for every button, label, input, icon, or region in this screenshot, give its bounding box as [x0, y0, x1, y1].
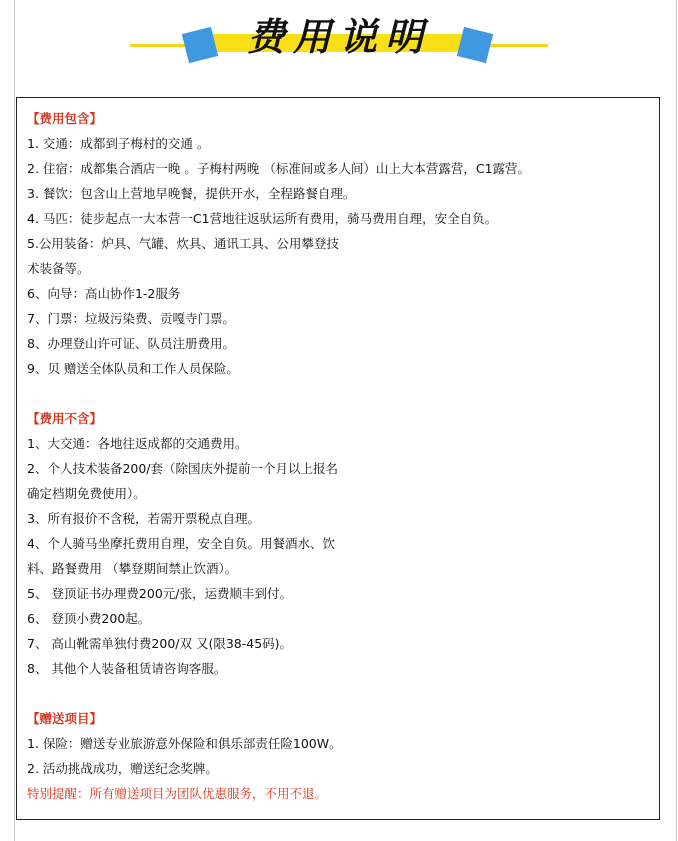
list-item: 3、所有报价不含税，若需开票税点自理。 [27, 511, 260, 526]
list-item: 1. 保险：赠送专业旅游意外保险和俱乐部责任险100W。 [27, 736, 342, 751]
section-heading-gifts: 【赠送项目】 [27, 711, 103, 726]
list-item: 2. 活动挑战成功，赠送纪念奖牌。 [27, 761, 218, 776]
spacer [27, 381, 649, 406]
page-border-right [676, 0, 677, 841]
list-item: 6、 登顶小费200起。 [27, 611, 151, 626]
section-heading-excluded: 【费用不含】 [27, 411, 103, 426]
fee-details-box [16, 97, 660, 820]
list-item: 2、个人技术装备200/套（除国庆外提前一个月以上报名 [27, 461, 339, 476]
page-title: 费用说明 [246, 15, 431, 59]
list-item: 料、路餐费用 （攀登期间禁止饮酒）。 [27, 561, 238, 576]
list-item: 5.公用装备：炉具、气罐、炊具、通讯工具、公用攀登技 [27, 236, 339, 251]
list-item: 9、贝 赠送全体队员和工作人员保险。 [27, 361, 239, 376]
list-item: 4. 马匹：徒步起点一大本营一C1营地往返驮运所有费用，骑马费用自理，安全自负。 [27, 211, 498, 226]
fee-details-content [27, 106, 649, 806]
list-item: 6、向导：高山协作1-2服务 [27, 286, 181, 301]
special-notice: 特别提醒：所有赠送项目为团队优惠服务，不用不退。 [27, 786, 328, 801]
list-item: 8、 其他个人装备租赁请咨询客服。 [27, 661, 227, 676]
spacer [27, 681, 649, 706]
list-item: 3. 餐饮：包含山上营地早晚餐，提供开水，全程路餐自理。 [27, 186, 356, 201]
list-item: 7、门票：垃圾污染费、贡嘎寺门票。 [27, 311, 235, 326]
list-item: 4、个人骑马坐摩托费用自理，安全自负。用餐酒水、饮 [27, 536, 335, 551]
section-heading-included: 【费用包含】 [27, 111, 103, 126]
list-item: 2. 住宿：成都集合酒店一晚 。子梅村两晚 （标准间或多人间）山上大本营露营，C1露营。 [27, 161, 531, 176]
list-item: 7、 高山靴需单独付费200/双 又(限38-45码)。 [27, 636, 293, 651]
list-item: 1、大交通：各地往返成都的交通费用。 [27, 436, 248, 451]
list-item: 确定档期免费使用）。 [27, 486, 146, 501]
list-item: 8、办理登山许可证、队员注册费用。 [27, 336, 235, 351]
list-item: 5、 登顶证书办理费200元/张，运费顺丰到付。 [27, 586, 292, 601]
list-item: 术装备等。 [27, 261, 90, 276]
title-banner [0, 0, 678, 80]
page-border-left [14, 0, 15, 841]
list-item: 1. 交通：成都到子梅村的交通 。 [27, 136, 210, 151]
